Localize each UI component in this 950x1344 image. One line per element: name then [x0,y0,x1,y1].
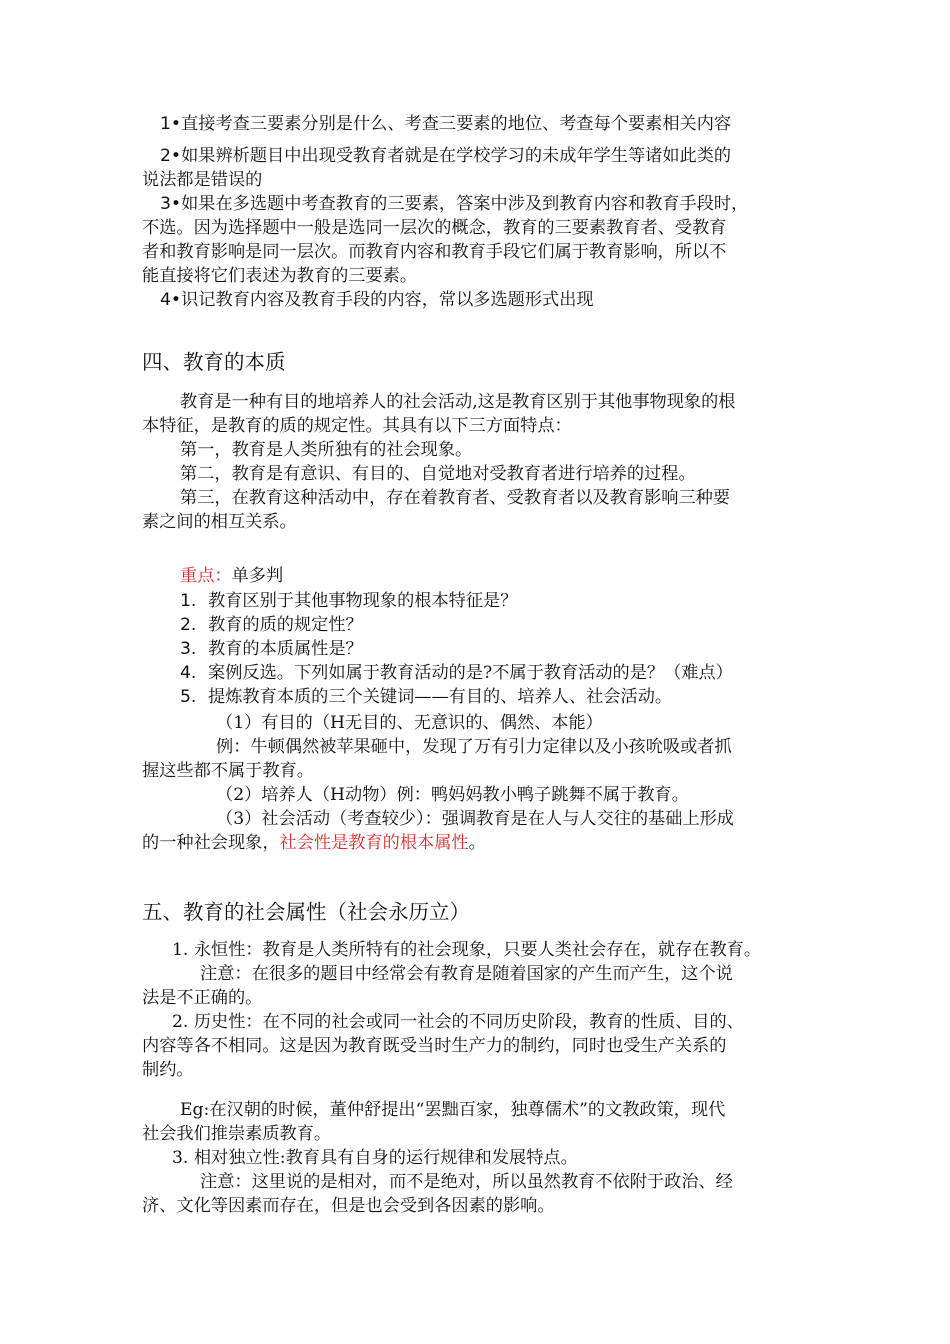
intro-point-1: 第一，教育是人类所独有的社会现象。 [180,440,473,460]
key-label-line [142,564,822,588]
property-2-line-1: 2. 历史性：在不同的社会或同一社会的不同历史阶段，教育的性质、目的、 [172,1012,744,1032]
key-points-block [142,564,822,588]
property-2-line-2: 内容等各不相同。这是因为教育既受当时生产力的制约，同时也受生产关系的 [142,1036,727,1056]
intro-point-3-line-1: 第三，在教育这种活动中，存在着教育者、受教育者以及教育影响三种要 [180,488,731,508]
tip-3-line-3: 者和教育影响是同一层次。而教育内容和教育手段它们属于教育影响，所以不 [142,242,727,262]
tips-block [142,112,822,312]
list-item: 5. 提炼教育本质的三个关键词——有目的、培养人、社会活动。 [180,687,673,707]
example-line-2: 社会我们推崇素质教育。 [142,1124,332,1144]
list-item: 4. 案例反选。下列如属于教育活动的是?不属于教育活动的是？（难点） [180,663,733,683]
keyword-2: （2）培养人（H动物）例：鸭妈妈教小鸭子跳舞不属于教育。 [216,785,689,805]
property-3: 3. 相对独立性:教育具有自身的运行规律和发展特点。 [172,1148,578,1168]
section-5-body [142,938,832,1218]
property-3-note-line-1: 注意：这里说的是相对，而不是绝对，所以虽然教育不依附于政治、经 [200,1172,733,1192]
tip-3-line-2: 不选。因为选择题中一般是选同一层次的概念，教育的三要素教育者、受教育 [142,218,727,238]
list-item: 2. 教育的质的规定性？ [180,615,363,635]
property-3-note-line-2: 济、文化等因素而存在，但是也会受到各因素的影响。 [142,1196,555,1216]
tip-1: 1•直接考查三要素分别是什么、考查三要素的地位、考查每个要素相关内容 [160,114,732,134]
intro-line-1: 教育是一种有目的地培养人的社会活动,这是教育区别于其他事物现象的根 [180,392,736,412]
keyword-1-example-line-2: 握这些都不属于教育。 [142,761,314,781]
keyword-1: （1）有目的（H无目的、无意识的、偶然、本能） [216,713,603,733]
property-1: 1. 永恒性：教育是人类所特有的社会现象，只要人类社会存在，就存在教育。 [172,940,762,960]
question-list [180,589,820,709]
keyword-1-example-line-1: 例：牛顿偶然被苹果砸中，发现了万有引力定律以及小孩吮吸或者抓 [216,737,732,757]
property-1-note-line-2: 法是不正确的。 [142,988,263,1008]
keyword-3-line-1: （3）社会活动（考查较少）：强调教育是在人与人交往的基础上形成 [216,809,734,829]
keyword-3-line-2: 的一种社会现象，社会性是教育的根本属性。 [142,833,486,853]
key-label: 重点： [180,566,232,586]
section-4-intro [142,390,822,534]
keyword-details [142,711,822,855]
list-item: 1. 教育区别于其他事物现象的根本特征是？ [180,591,518,611]
example-line-1: Eg:在汉朝的时候，董仲舒提出“罢黜百家，独尊儒术”的文教政策，现代 [180,1100,726,1120]
section-5-heading: 五、教育的社会属性（社会永历立） [142,900,470,924]
tip-2-line-2: 说法都是错误的 [142,170,263,190]
intro-point-3-line-2: 素之间的相互关系。 [142,512,297,532]
key-text: 单多判 [231,566,284,586]
tip-4: 4•识记教育内容及教育手段的内容，常以多选题形式出现 [160,290,594,310]
property-1-note-line-1: 注意：在很多的题目中经常会有教育是随着国家的产生而产生，这个说 [200,964,733,984]
property-2-line-3: 制约。 [142,1060,194,1080]
intro-point-2: 第二，教育是有意识、有目的、自觉地对受教育者进行培养的过程。 [180,464,696,484]
tip-3-line-1: 3•如果在多选题中考查教育的三要素，答案中涉及到教育内容和教育手段时， [160,194,749,214]
intro-line-2: 本特征，是教育的质的规定性。其具有以下三方面特点： [142,416,572,436]
tip-2-line-1: 2•如果辨析题目中出现受教育者就是在学校学习的未成年学生等诸如此类的 [160,146,732,166]
section-4-heading: 四、教育的本质 [142,350,286,374]
list-item: 3. 教育的本质属性是？ [180,639,363,659]
tip-3-line-4: 能直接将它们表述为教育的三要素。 [142,266,418,286]
highlight-text: 社会性是教育的根本属性 [279,833,469,853]
